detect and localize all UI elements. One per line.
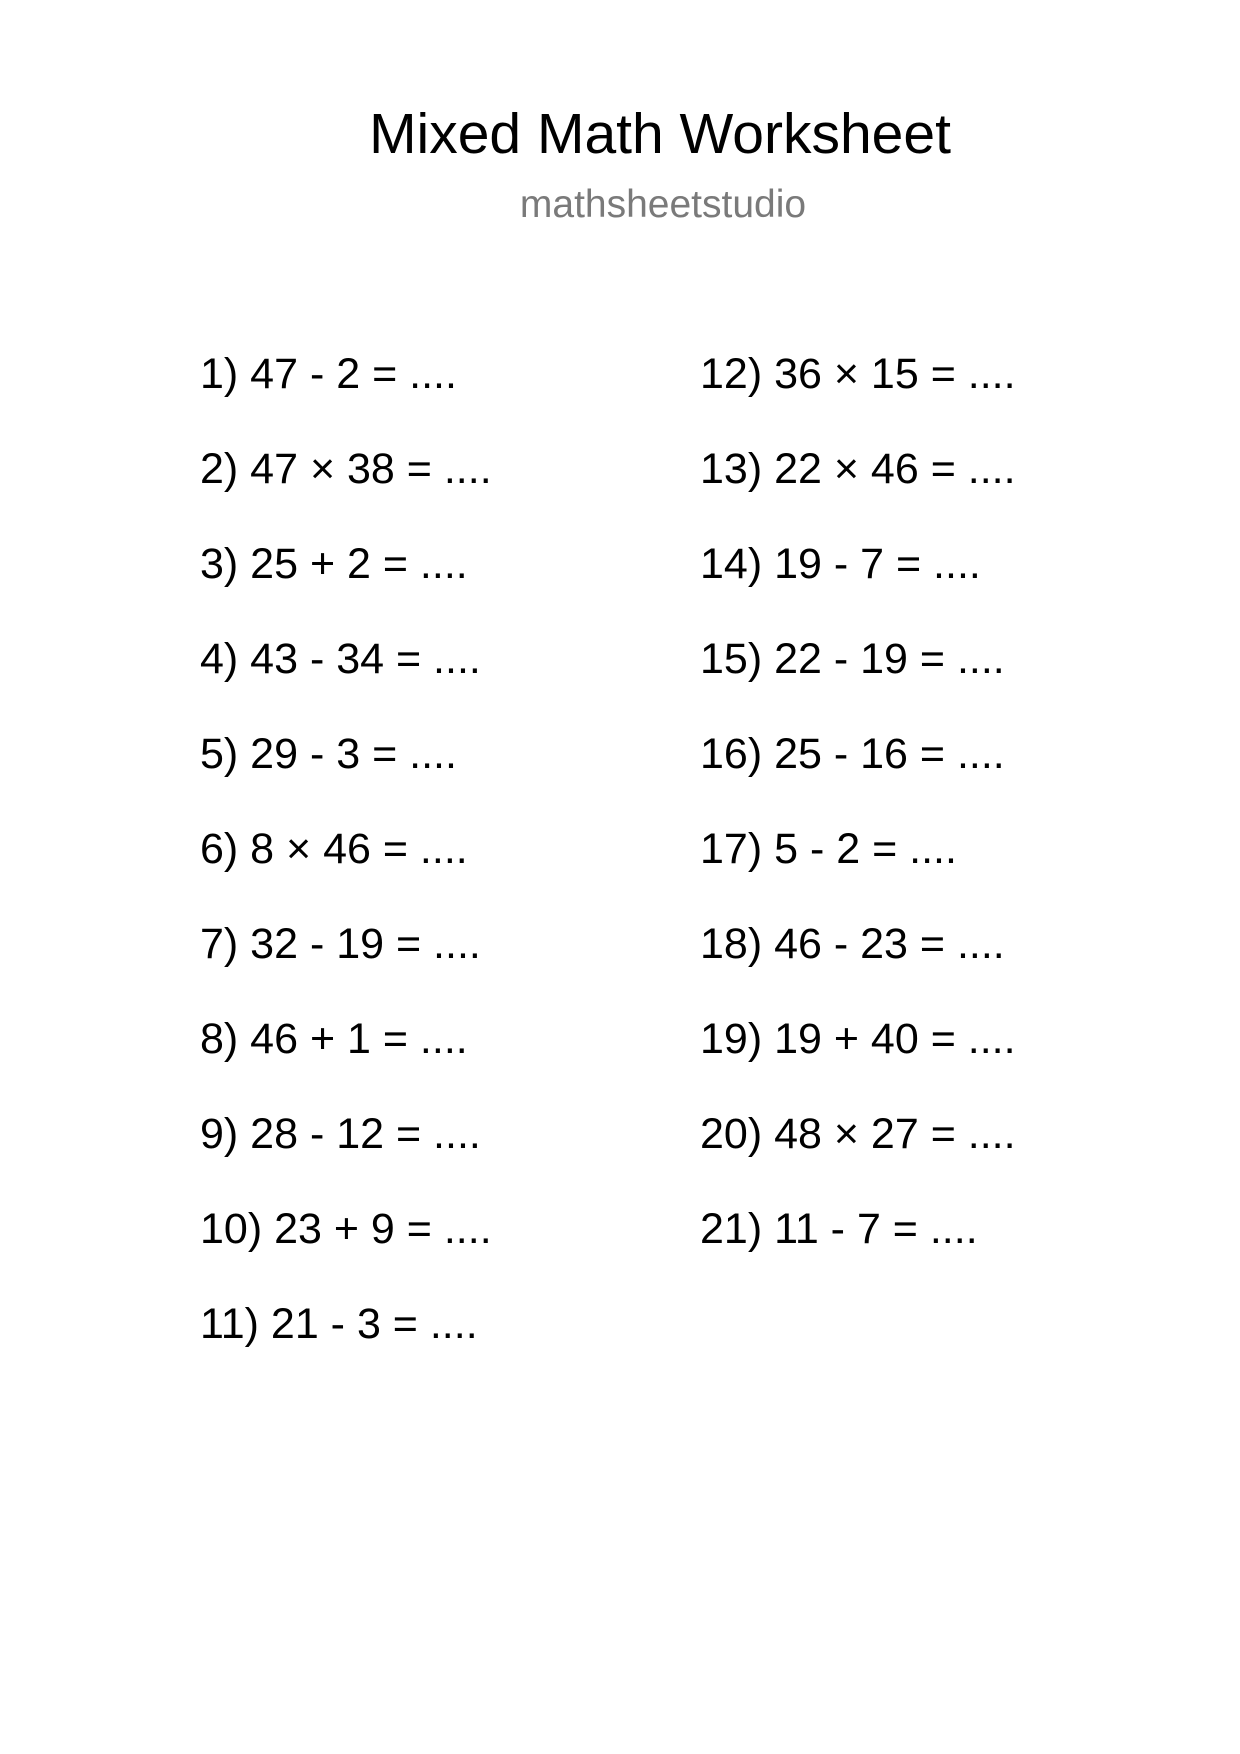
problem-21: 21) 11 - 7 = .... — [700, 1205, 978, 1253]
problem-7: 7) 32 - 19 = .... — [200, 920, 481, 968]
problem-column-right — [700, 342, 1016, 1292]
worksheet-title: Mixed Math Worksheet — [369, 102, 951, 166]
problem-5: 5) 29 - 3 = .... — [200, 730, 457, 778]
worksheet-source: mathsheetstudio — [519, 183, 807, 226]
problem-1: 1) 47 - 2 = .... — [200, 350, 457, 398]
problem-2: 2) 47 × 38 = .... — [200, 445, 492, 493]
problem-15: 15) 22 - 19 = .... — [700, 635, 1005, 683]
problem-column-left — [200, 342, 492, 1387]
problem-19: 19) 19 + 40 = .... — [700, 1015, 1016, 1063]
problem-6: 6) 8 × 46 = .... — [200, 825, 468, 873]
problem-9: 9) 28 - 12 = .... — [200, 1110, 481, 1158]
problem-17: 17) 5 - 2 = .... — [700, 825, 957, 873]
problem-18: 18) 46 - 23 = .... — [700, 920, 1005, 968]
problem-13: 13) 22 × 46 = .... — [700, 445, 1016, 493]
problem-8: 8) 46 + 1 = .... — [200, 1015, 468, 1063]
problem-4: 4) 43 - 34 = .... — [200, 635, 481, 683]
problem-10: 10) 23 + 9 = .... — [200, 1205, 492, 1253]
problem-14: 14) 19 - 7 = .... — [700, 540, 981, 588]
problem-20: 20) 48 × 27 = .... — [700, 1110, 1016, 1158]
problem-16: 16) 25 - 16 = .... — [700, 730, 1005, 778]
problem-3: 3) 25 + 2 = .... — [200, 540, 468, 588]
problem-11: 11) 21 - 3 = .... — [200, 1300, 478, 1348]
problem-12: 12) 36 × 15 = .... — [700, 350, 1016, 398]
